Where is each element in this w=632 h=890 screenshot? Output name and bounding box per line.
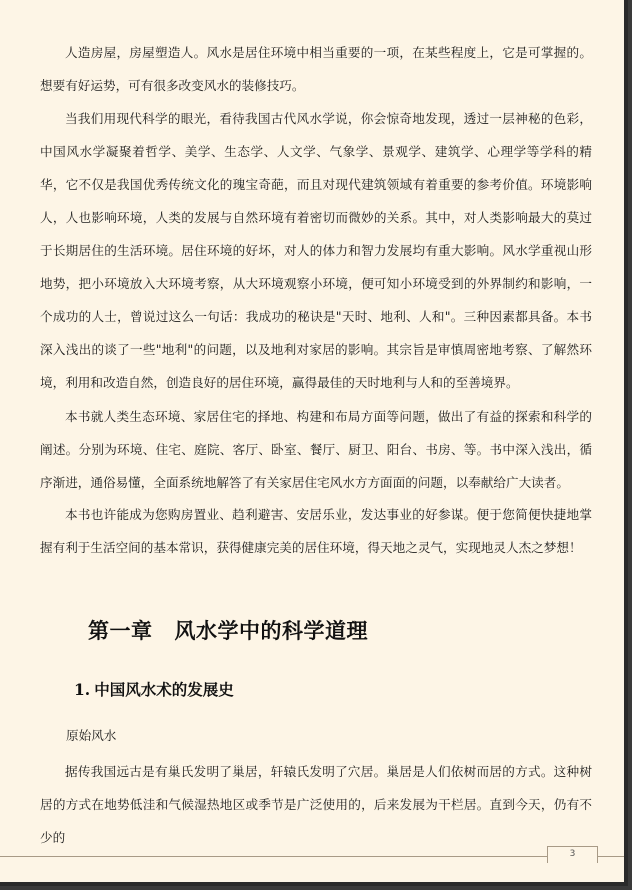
intro-paragraph-1: 人造房屋，房屋塑造人。风水是居住环境中相当重要的一项，在某些程度上，它是可掌握的。想要有好运势，可有很多改变风水的装修技巧。 — [40, 45, 592, 93]
intro-paragraph-3: 本书就人类生态环境、家居住宅的择地、构建和布局方面等问题，做出了有益的探索和科学的阐述。分别为环境、住宅、庭院、客厅、卧室、餐厅、厨卫、阳台、书房、等。书中深入浅出，循序渐进，通俗易懂，全面系统地解答了有关家居住宅风水方方面面的问题，以奉献给广大读者。 — [40, 409, 592, 490]
page-number: 3 — [569, 849, 576, 859]
intro-paragraph-2: 当我们用现代科学的眼光，看待我国古代风水学说，你会惊奇地发现，透过一层神秘的色彩，中国风水学凝聚着哲学、美学、生态学、人文学、气象学、景观学、建筑学、心理学等学科的精华，它不仅是我国优秀传统文化的瑰宝奇葩，而且对现代建筑领域有着重要的参考价值。环境影响人，人也影响环境，人类的发展与自然环境有着密切而微妙的关系。其中，对人类影响最大的莫过于长期居住的生活环境。居住环境的好坏，对人的体力和智力发展均有重大影响。风水学重视山形地势，把小环境放入大环境考察，从大环境观察小环境，便可知小环境受到的外界制约和影响，一个成功的人士，曾说过这么一句话：我成功的秘诀是"天时、地利、人和"。三种因素都具备。本书深入浅出的谈了一些"地利"的问题，以及地利对家居的影响。其宗旨是审慎周密地考察、了解然环境，利用和改造自然，创造良好的居住环境，赢得最佳的天时地利与人和的至善境界。 — [40, 111, 592, 390]
chapter-number: 第一章 — [88, 618, 153, 643]
body-paragraph: 据传我国远古是有巢氏发明了巢居，轩辕氏发明了穴居。巢居是人们依树而居的方式。这种树居的方式在地势低洼和气候湿热地区或季节是广泛使用的，后来发展为干栏居。直到今天，仍有不少的 — [40, 764, 592, 845]
section-title: 中国风水术的发展史 — [94, 680, 234, 699]
subheading: 原始风水 — [66, 728, 117, 743]
section-number: 1. — [74, 680, 91, 699]
chapter-title: 风水学中的科学道理 — [174, 618, 368, 643]
chapter-heading — [88, 615, 368, 645]
footer-rule-right — [597, 856, 624, 857]
footer-rule — [0, 856, 548, 857]
intro-paragraph-4: 本书也许能成为您购房置业、趋利避害、安居乐业，发达事业的好参谋。便于您简便快捷地掌握有利于生活空间的基本常识，获得健康完美的居住环境，得天地之灵气，实现地灵人杰之梦想！ — [40, 507, 592, 555]
section-heading — [74, 678, 234, 700]
